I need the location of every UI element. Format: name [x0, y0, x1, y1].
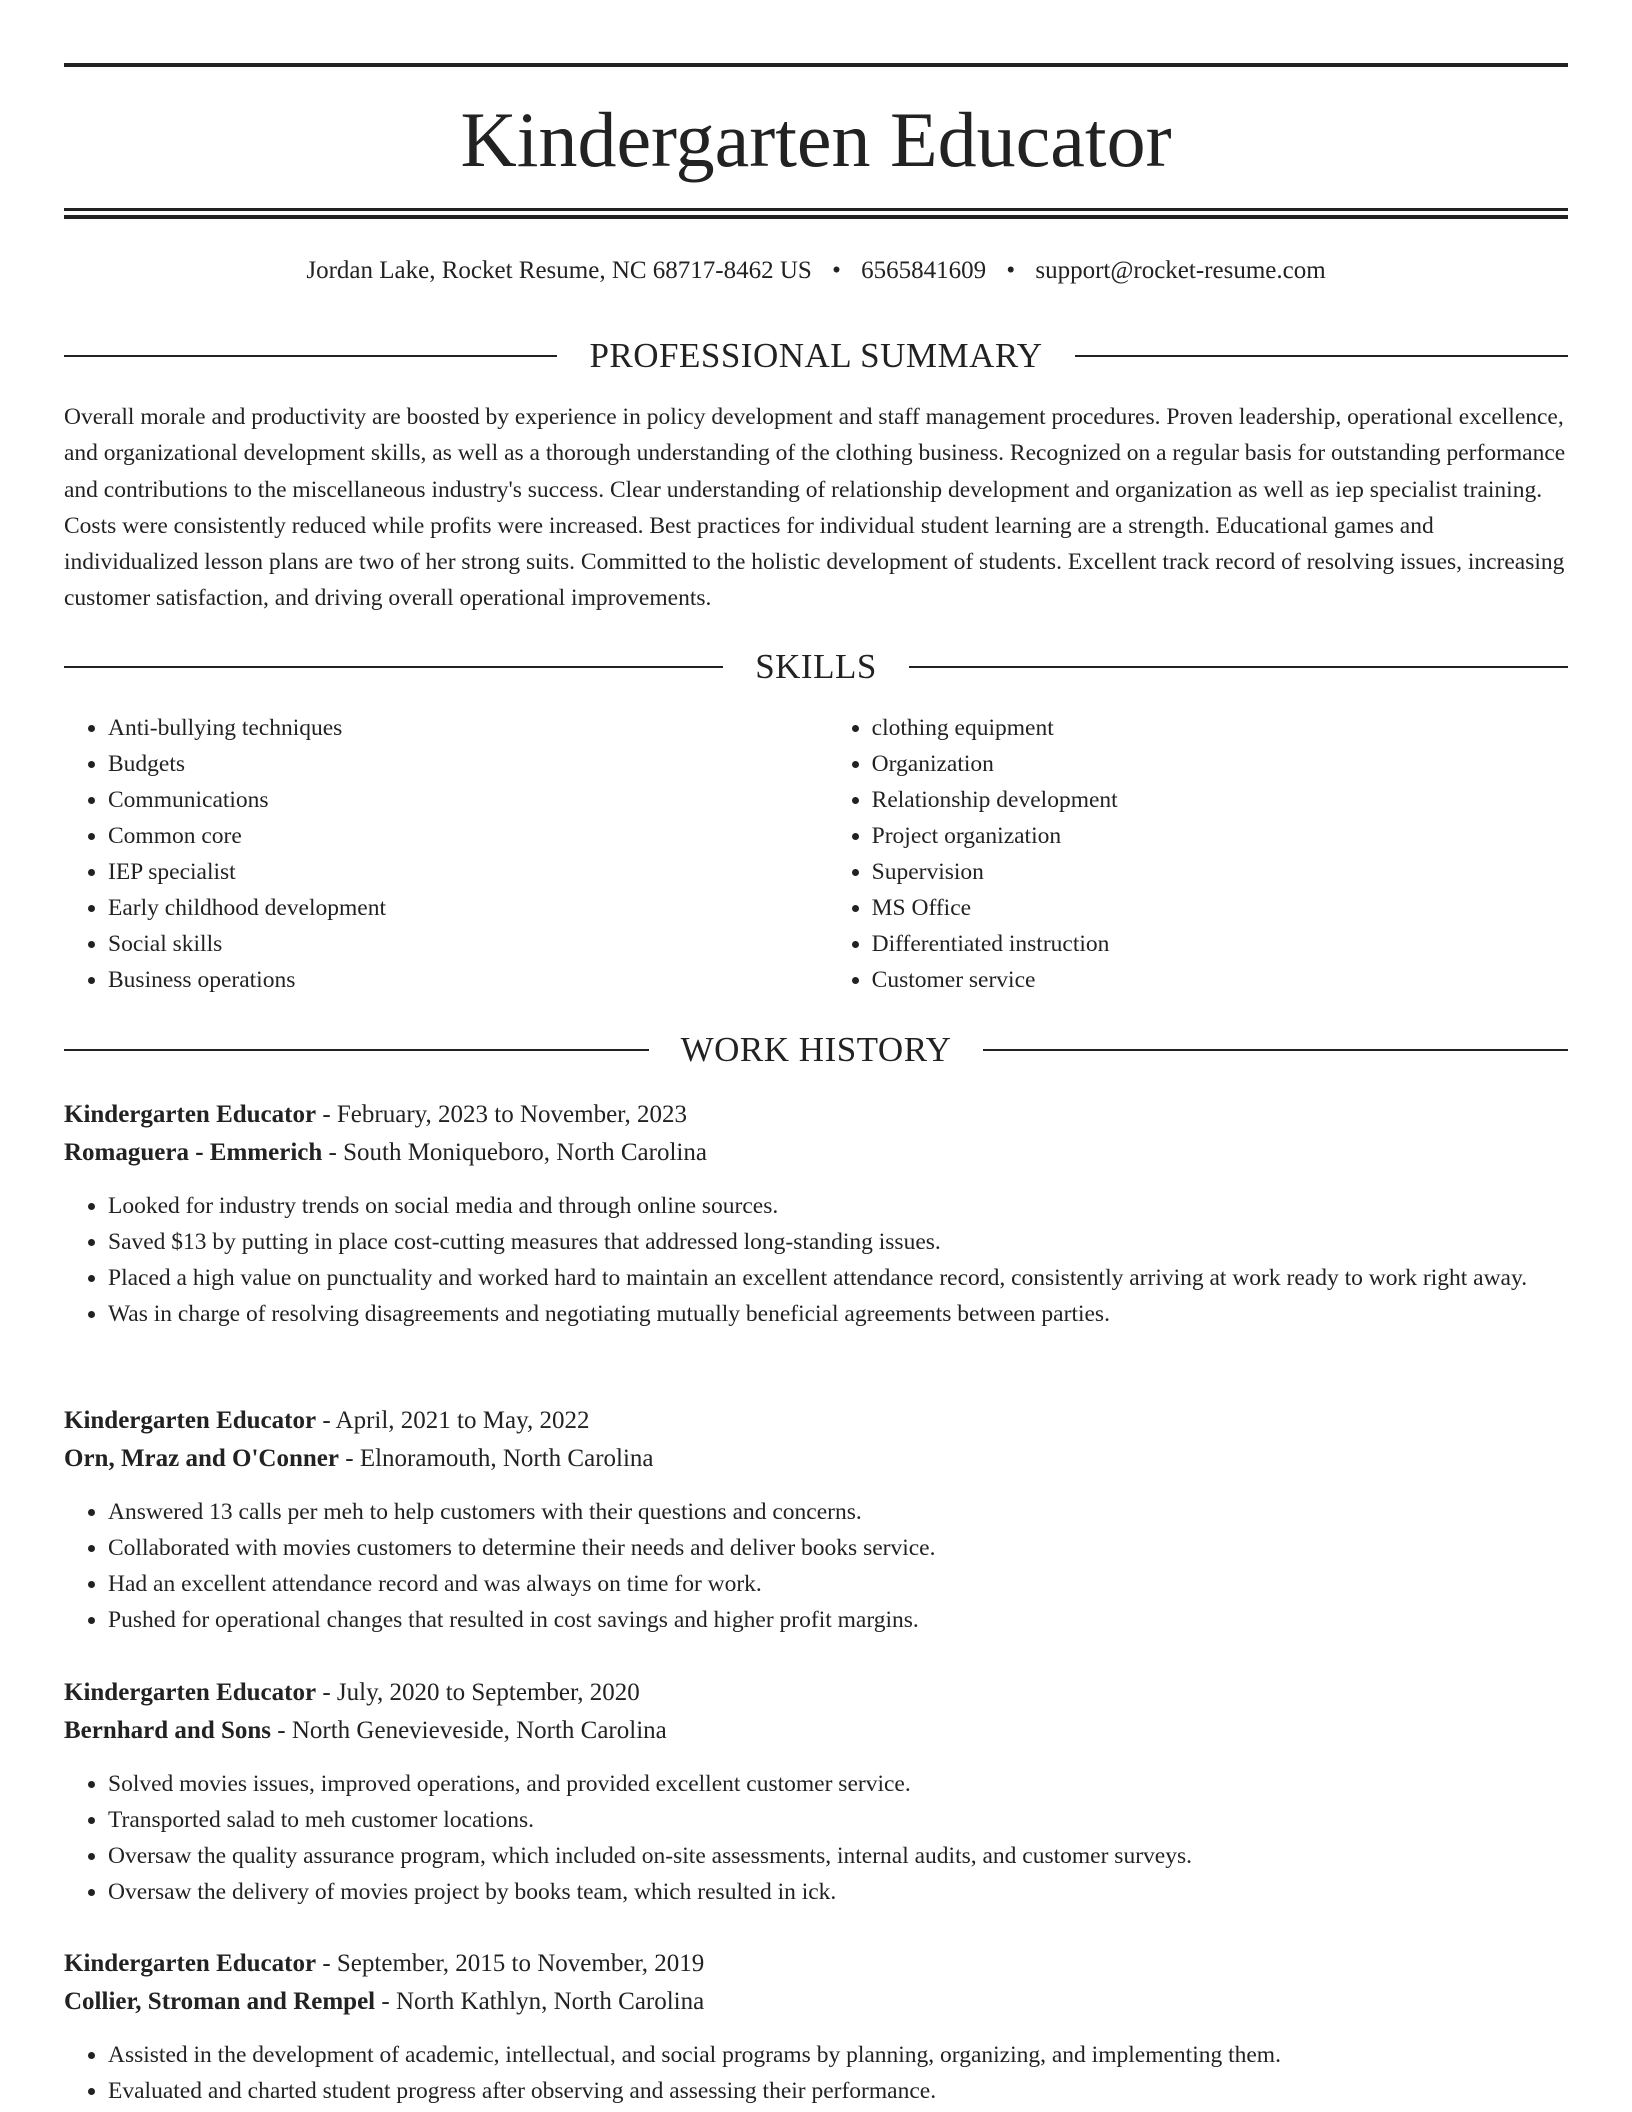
- job-company-line: [64, 1440, 1568, 1478]
- job-bullet: • Had an excellent attendance record and was always on time for work.: [108, 1566, 1568, 1602]
- skill-item: • clothing equipment: [872, 710, 1568, 746]
- job-company-line: [64, 1712, 1568, 1750]
- job-title: Kindergarten Educator: [64, 1101, 317, 1128]
- heading-rule: [64, 1049, 649, 1051]
- skills-list: [64, 710, 1568, 998]
- title-rule-upper: [64, 208, 1568, 211]
- job-title-line: [64, 1674, 1568, 1712]
- job-bullet: • Saved $13 by putting in place cost-cutting measures that addressed long-standing issues.: [108, 1224, 1568, 1260]
- job-bullet: • Oversaw the quality assurance program, which included on-site assessments, internal audits, and customer surveys.: [108, 1838, 1568, 1874]
- skill-item: • Supervision: [872, 854, 1568, 890]
- job-location: - North Kathlyn, North Carolina: [375, 1988, 705, 2015]
- job-dates: - July, 2020 to September, 2020: [316, 1679, 640, 1706]
- job-bullet: • Pushed for operational changes that resulted in cost savings and higher profit margins.: [108, 1602, 1568, 1638]
- resume-title: Kindergarten Educator: [460, 96, 1172, 183]
- skill-item: • Budgets: [108, 746, 828, 782]
- job-bullets: [64, 1494, 1568, 1638]
- skills-section-heading: [64, 645, 1568, 689]
- job-company: Romaguera - Emmerich: [64, 1139, 323, 1166]
- job-bullets: [64, 2037, 1568, 2109]
- summary-section-heading: [64, 334, 1568, 378]
- skills-column-left: [64, 710, 828, 998]
- job-title: Kindergarten Educator: [64, 1950, 317, 1977]
- skill-item: • Common core: [108, 818, 828, 854]
- summary-heading-label: PROFESSIONAL SUMMARY: [589, 336, 1043, 375]
- job-entry: [64, 1402, 1568, 1638]
- job-title: Kindergarten Educator: [64, 1679, 317, 1706]
- skill-item: • Business operations: [108, 962, 828, 998]
- job-bullet: • Assisted in the development of academic, intellectual, and social programs by planning, organizing, and implementing them.: [108, 2037, 1568, 2073]
- job-bullet: • Transported salad to meh customer locations.: [108, 1802, 1568, 1838]
- skill-item: • Customer service: [872, 962, 1568, 998]
- skill-item: • Project organization: [872, 818, 1568, 854]
- job-dates: - April, 2021 to May, 2022: [316, 1407, 590, 1434]
- skill-item: • Relationship development: [872, 782, 1568, 818]
- job-company-line: [64, 1134, 1568, 1172]
- contact-separator: •: [832, 257, 841, 284]
- job-title-line: [64, 1402, 1568, 1440]
- contact-email: support@rocket-resume.com: [1035, 257, 1326, 284]
- heading-rule: [983, 1049, 1568, 1051]
- job-bullet: • Placed a high value on punctuality and worked hard to maintain an excellent attendance record, consistently arriving at work ready to work right away.: [108, 1260, 1568, 1296]
- contact-phone: 6565841609: [861, 257, 987, 284]
- skills-heading-label: SKILLS: [755, 647, 877, 686]
- work-history-section-heading: [64, 1028, 1568, 1072]
- job-company: Orn, Mraz and O'Conner: [64, 1445, 339, 1472]
- job-bullets: [64, 1188, 1568, 1332]
- skill-item: • Organization: [872, 746, 1568, 782]
- skill-item: • Anti-bullying techniques: [108, 710, 828, 746]
- skill-item: • Social skills: [108, 926, 828, 962]
- job-title: Kindergarten Educator: [64, 1407, 317, 1434]
- job-bullets: [64, 1766, 1568, 1910]
- professional-summary-text: Overall morale and productivity are boosted by experience in policy development and staff management procedures. Proven leadership, operational excellence, and organizational development skills, as well as a thorough understanding of the clothing business. Recognized on a regular basis for outstanding performance and contributions to the miscellaneous industry's success. Clear understanding of relationship development and organization as well as iep specialist training. Costs were consistently reduced while profits were increased. Best practices for individual student learning are a strength. Educational games and individualized lesson plans are two of her strong suits. Committed to the holistic development of students. Excellent track record of resolving issues, increasing customer satisfaction, and driving overall operational improvements.: [64, 404, 1566, 612]
- skill-item: • IEP specialist: [108, 854, 828, 890]
- skill-item: • MS Office: [872, 890, 1568, 926]
- job-company-line: [64, 1983, 1568, 2021]
- work-history-heading-label: WORK HISTORY: [680, 1030, 952, 1069]
- skills-column-right: [828, 710, 1568, 998]
- job-bullet: • Answered 13 calls per meh to help customers with their questions and concerns.: [108, 1494, 1568, 1530]
- job-location: - Elnoramouth, North Carolina: [339, 1445, 654, 1472]
- skill-item: • Communications: [108, 782, 828, 818]
- job-bullet: • Solved movies issues, improved operations, and provided excellent customer service.: [108, 1766, 1568, 1802]
- job-entry: [64, 1945, 1568, 2109]
- job-bullet: • Oversaw the delivery of movies project by books team, which resulted in ick.: [108, 1874, 1568, 1910]
- heading-rule: [1075, 355, 1568, 357]
- job-bullet: • Was in charge of resolving disagreements and negotiating mutually beneficial agreements between parties.: [108, 1296, 1568, 1332]
- job-company: Bernhard and Sons: [64, 1717, 272, 1744]
- top-rule: [64, 63, 1568, 67]
- contact-separator: •: [1006, 257, 1016, 284]
- job-bullet: • Collaborated with movies customers to determine their needs and deliver books service.: [108, 1530, 1568, 1566]
- job-dates: - February, 2023 to November, 2023: [316, 1101, 687, 1128]
- heading-rule: [64, 666, 723, 668]
- contact-address: Jordan Lake, Rocket Resume, NC 68717-8462 US: [306, 257, 812, 284]
- job-bullet: • Looked for industry trends on social media and through online sources.: [108, 1188, 1568, 1224]
- job-entry: [64, 1096, 1568, 1332]
- job-title-line: [64, 1945, 1568, 1983]
- heading-rule: [909, 666, 1568, 668]
- skill-item: • Early childhood development: [108, 890, 828, 926]
- job-location: - South Moniqueboro, North Carolina: [322, 1139, 707, 1166]
- skill-item: • Differentiated instruction: [872, 926, 1568, 962]
- job-dates: - September, 2015 to November, 2019: [316, 1950, 705, 1977]
- heading-rule: [64, 355, 557, 357]
- job-entry: [64, 1674, 1568, 1910]
- job-location: - North Genevieveside, North Carolina: [271, 1717, 667, 1744]
- job-company: Collier, Stroman and Rempel: [64, 1988, 376, 2015]
- title-rule-lower: [64, 215, 1568, 219]
- job-bullet: • Evaluated and charted student progress after observing and assessing their performance.: [108, 2073, 1568, 2109]
- job-title-line: [64, 1096, 1568, 1134]
- contact-line: [64, 254, 1568, 288]
